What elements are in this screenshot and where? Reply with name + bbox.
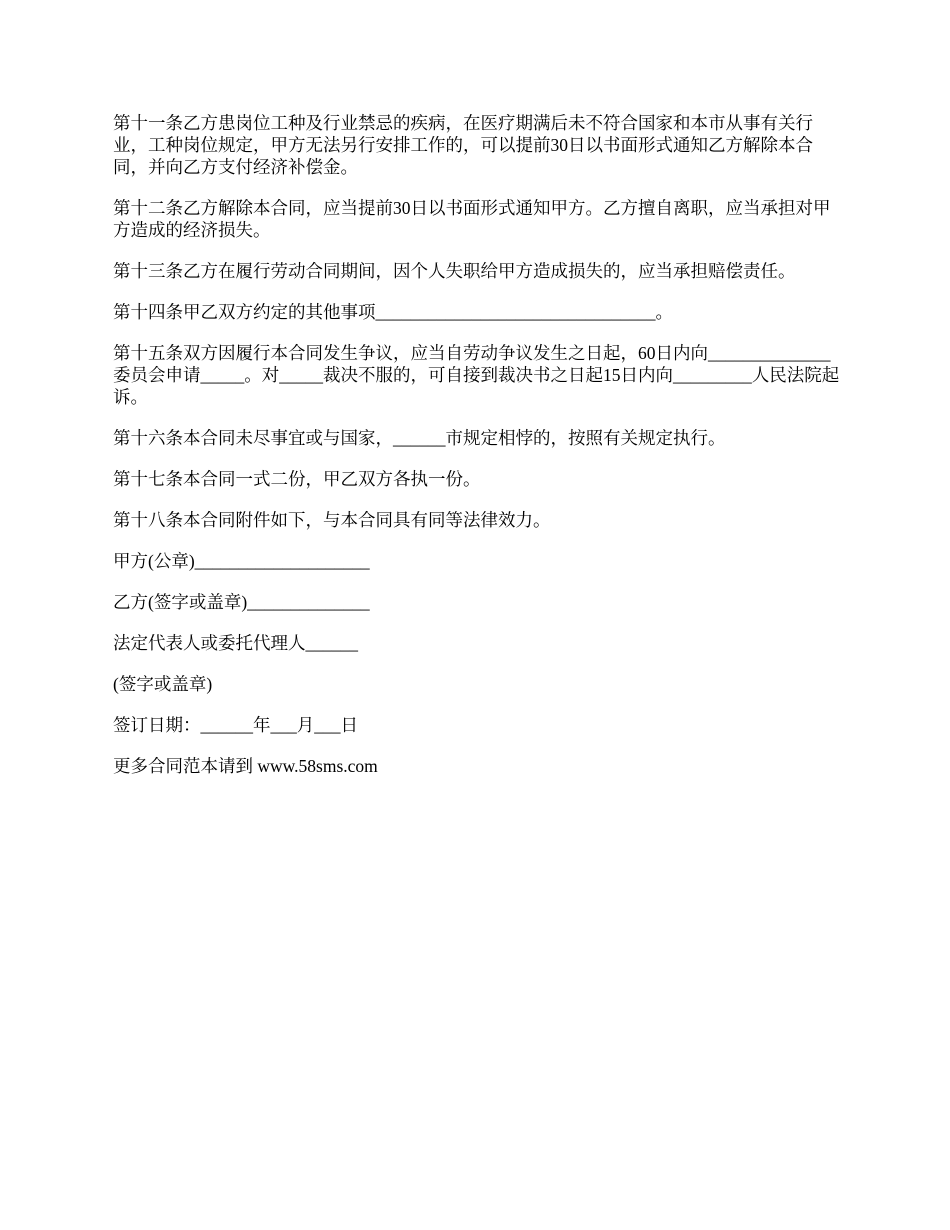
party-b-signature-line: 乙方(签字或盖章)______________ xyxy=(113,592,370,612)
document-body xyxy=(113,112,843,796)
article-18: 第十八条本合同附件如下，与本合同具有同等法律效力。 xyxy=(113,510,551,530)
party-a-seal-line: 甲方(公章)____________________ xyxy=(113,551,370,571)
legal-representative-line: 法定代表人或委托代理人______ xyxy=(113,633,358,653)
article-13: 第十三条乙方在履行劳动合同期间，因个人失职给甲方造成损失的，应当承担赔偿责任。 xyxy=(113,261,796,281)
signing-date-line: 签订日期：______年___月___日 xyxy=(113,715,358,735)
signature-or-seal-note: (签字或盖章) xyxy=(113,674,213,694)
article-16: 第十六条本合同未尽事宜或与国家，______市规定相悖的，按照有关规定执行。 xyxy=(113,428,726,448)
article-14: 第十四条甲乙双方约定的其他事项________________________________。 xyxy=(113,302,673,322)
article-15: 第十五条双方因履行本合同发生争议，应当自劳动争议发生之日起，60日内向______________委员会申请_____。对_____裁决不服的，可自接到裁决书之日起15日内向_________人民法院起诉。 xyxy=(113,343,840,407)
article-17: 第十七条本合同一式二份，甲乙双方各执一份。 xyxy=(113,469,481,489)
article-11: 第十一条乙方患岗位工种及行业禁忌的疾病，在医疗期满后未不符合国家和本市从事有关行业，工种岗位规定，甲方无法另行安排工作的，可以提前30日以书面形式通知乙方解除本合同，并向乙方支付经济补偿金。 xyxy=(113,113,813,177)
footer-website-note: 更多合同范本请到 www.58sms.com xyxy=(113,756,378,776)
article-12: 第十二条乙方解除本合同，应当提前30日以书面形式通知甲方。乙方擅自离职，应当承担对甲方造成的经济损失。 xyxy=(113,198,831,240)
